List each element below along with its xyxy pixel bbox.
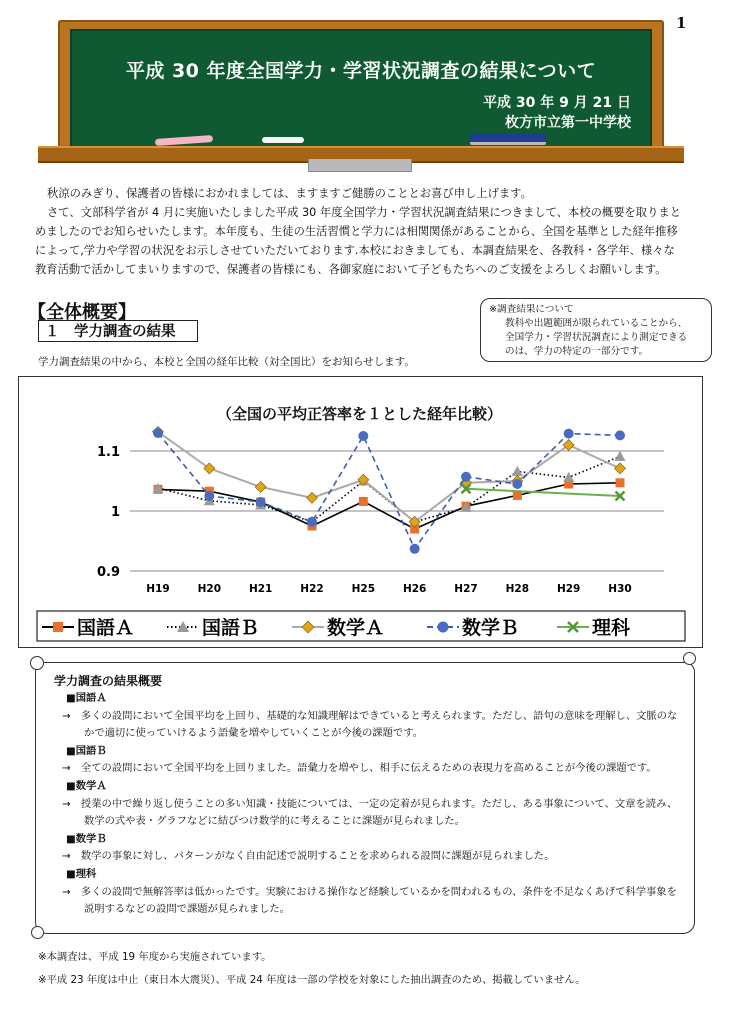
page-title: 平成 30 年度全国学力・学習状況調査の結果について bbox=[125, 60, 597, 82]
subject-label: ■理科 bbox=[66, 867, 97, 880]
legend-label: 理科 bbox=[592, 617, 631, 639]
note-line: 全国学力・学習状況調査により測定できる bbox=[505, 332, 688, 343]
data-point-4 bbox=[410, 544, 420, 554]
data-point-4 bbox=[256, 497, 266, 507]
data-point-1 bbox=[616, 478, 625, 487]
subject-label: ■国語Ａ bbox=[66, 692, 107, 704]
subject-comment: → 授業の中で繰り返し使うことの多い知識・技能については、一定の定着が見られます。ただし、ある事象について、文章を読み、数学の式や表・グラフなどに結びつけ数学的に考えることに課題が見られました。 bbox=[62, 797, 678, 828]
legend-label: 数学Ａ bbox=[327, 617, 385, 639]
data-point-4 bbox=[615, 430, 625, 440]
data-point-2 bbox=[615, 451, 626, 461]
x-tick-label: H22 bbox=[300, 583, 324, 595]
note-line: ※調査結果について bbox=[489, 304, 574, 315]
y-tick-label: 1.1 bbox=[96, 445, 120, 460]
series-line-4 bbox=[158, 433, 620, 549]
footnote: ※本調査は、平成 19 年度から実施されています。 bbox=[38, 951, 272, 963]
scroll-curl-icon bbox=[31, 926, 44, 939]
subject-label: ■数学Ｂ bbox=[66, 832, 107, 845]
y-tick-label: 0.9 bbox=[96, 565, 120, 580]
data-point-4 bbox=[307, 517, 317, 527]
subject-comment: → 全ての設問において全国平均を上回りました。語彙力を増やし、相手に伝えるための表現力を高めることが今後の課題です。 bbox=[62, 762, 657, 775]
summary-body bbox=[62, 690, 680, 919]
data-point-1 bbox=[359, 497, 368, 506]
data-point-4 bbox=[358, 431, 368, 441]
section-heading: 【全体概要】 bbox=[28, 302, 136, 323]
chart-lead-text: 学力調査結果の中から、本校と全国の経年比較（対全国比）をお知らせします。 bbox=[38, 356, 415, 368]
scroll-curl-icon bbox=[683, 652, 696, 665]
data-point-4 bbox=[564, 429, 574, 439]
legend-label: 数学Ｂ bbox=[462, 617, 520, 639]
x-tick-label: H30 bbox=[608, 583, 632, 595]
subject-comment: → 数学の事象に対し、パターンがなく自由記述で説明することを求められる設問に課題が見られました。 bbox=[62, 850, 555, 863]
legend-label: 国語Ａ bbox=[77, 617, 135, 639]
subject-label: ■国語Ｂ bbox=[66, 744, 107, 757]
x-tick-label: H27 bbox=[454, 583, 478, 595]
data-point-3 bbox=[307, 492, 318, 503]
x-tick-label: H21 bbox=[248, 583, 273, 595]
data-point-4 bbox=[461, 472, 471, 482]
subject-comment: → 多くの設問で無解答率は低かったです。実験における操作など経験しているかを問われるもの、条件を不足なくあげて科学事象を説明するなどの設問で課題が見られました。 bbox=[62, 885, 677, 916]
legend-marker bbox=[53, 622, 63, 632]
summary-title: 学力調査の結果概要 bbox=[54, 674, 163, 688]
x-tick-label: H28 bbox=[505, 583, 530, 595]
subsection-heading: １ 学力調査の結果 bbox=[38, 320, 198, 342]
series-line-3 bbox=[158, 432, 620, 522]
intro-paragraph: さて、文部科学省が 4 月に実施いたしました平成 30 年度全国学力・学習状況調査結果につきまして、本校の概要を取りまとめましたのでお知らせいたします。本年度も、生徒の生活習慣と学力には相関関係があることから、全国を基準とした経年推移によって,学力や学習の状況をお示しさせていただいております.本校におきましても、本調査結果を、各教科・各学年、様々な教育活動で活かしてまいりますので、保護者の皆様にも、各御家庭において子どもたちへのご支援をよろしくお願いします。 bbox=[35, 206, 681, 276]
page-number: 1 bbox=[676, 14, 687, 32]
series-line-1 bbox=[158, 483, 620, 529]
data-point-3 bbox=[255, 482, 266, 493]
x-tick-label: H26 bbox=[402, 583, 427, 595]
note-line: 教科や出題範囲が限られていることから、 bbox=[505, 318, 688, 329]
x-tick-label: H29 bbox=[556, 583, 581, 595]
note-line: のは、学力の特定の一部分です。 bbox=[505, 346, 649, 357]
subject-comment: → 多くの設問において全国平均を上回り、基礎的な知識理解はできていると考えられます。ただし、語句の意味を理解し、文脈のなかで適切に使っていけるよう語彙を増やしていくことが今後の課題です。 bbox=[62, 709, 678, 740]
data-point-2 bbox=[512, 466, 523, 476]
school-name: 枚方市立第一中学校 bbox=[505, 115, 631, 131]
x-tick-label: H19 bbox=[146, 583, 170, 595]
footnotes bbox=[38, 946, 586, 992]
intro-paragraph: 秋涼のみぎり、保護者の皆様におかれましては、ますますご健勝のこととお喜び申し上げます。 bbox=[47, 187, 532, 200]
chart-title: （全国の平均正答率を１とした経年比較） bbox=[216, 405, 502, 423]
legend-marker bbox=[438, 622, 449, 633]
scroll-curl-icon bbox=[30, 656, 44, 670]
x-tick-label: H25 bbox=[351, 583, 376, 595]
data-point-4 bbox=[512, 479, 522, 489]
data-point-4 bbox=[153, 428, 163, 438]
legend-label: 国語Ｂ bbox=[202, 617, 260, 639]
issue-date: 平成 30 年 9 月 21 日 bbox=[483, 95, 631, 111]
subject-label: ■数学Ａ bbox=[66, 779, 107, 792]
y-tick-label: 1 bbox=[110, 505, 120, 520]
data-point-4 bbox=[204, 491, 214, 501]
data-point-3 bbox=[615, 463, 626, 474]
x-tick-label: H20 bbox=[197, 583, 222, 595]
series-line-2 bbox=[158, 456, 620, 521]
footnote: ※平成 23 年度は中止（東日本大震災）、平成 24 年度は一部の学校を対象にした抽出調査のため、掲載していません。 bbox=[38, 974, 586, 986]
